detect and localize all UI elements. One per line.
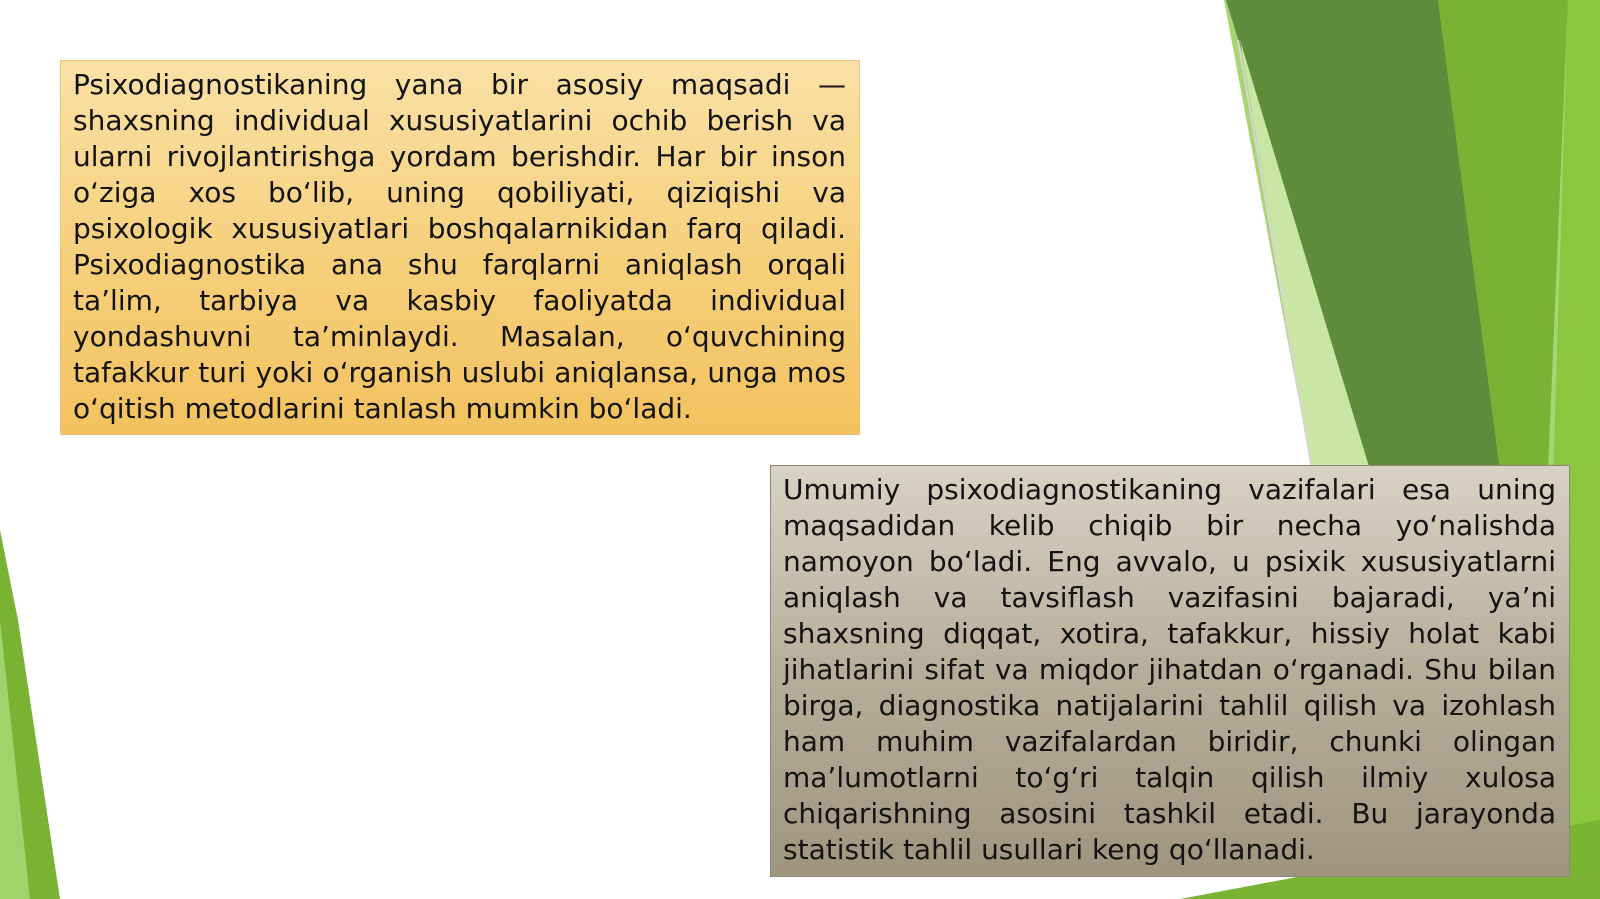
text-box-tasks: Umumiy psixodiagnostikaning vazifalari esa uning maqsadidan kelib chiqib bir necha yo‘nalishda namoyon bo‘ladi. Eng avvalo, u psixik xususiyatlarni aniqlash va tavsiflash vazifasini bajaradi, ya’ni shaxsning diqqat, xotira, tafakkur, hissiy holat kabi jihatlarini sifat va miqdor jihatdan o‘rganadi. Shu bilan birga, diagnostika natijalarini tahlil qilish va izohlash ham muhim vazifalardan biridir, chunki olingan ma’lumotlarni to‘g‘ri talqin qilish ilmiy xulosa chiqarishning asosini tashkil etadi. Bu jarayonda statistik tahlil usullari keng qo‘llanadi.	[770, 465, 1570, 877]
text-box-objective: Psixodiagnostikaning yana bir asosiy maqsadi — shaxsning individual xususiyatlarini ochib berish va ularni rivojlantirishga yordam berishdir. Har bir inson o‘ziga xos bo‘lib, uning qobiliyati, qiziqishi va psixologik xususiyatlari boshqalarnikidan farq qiladi. Psixodiagnostika ana shu farqlarni aniqlash orqali ta’lim, tarbiya va kasbiy faoliyatda individual yondashuvni ta’minlaydi. Masalan, o‘quvchining tafakkur turi yoki o‘rganish uslubi aniqlansa, unga mos o‘qitish metodlarini tanlash mumkin bo‘ladi.	[60, 60, 860, 435]
